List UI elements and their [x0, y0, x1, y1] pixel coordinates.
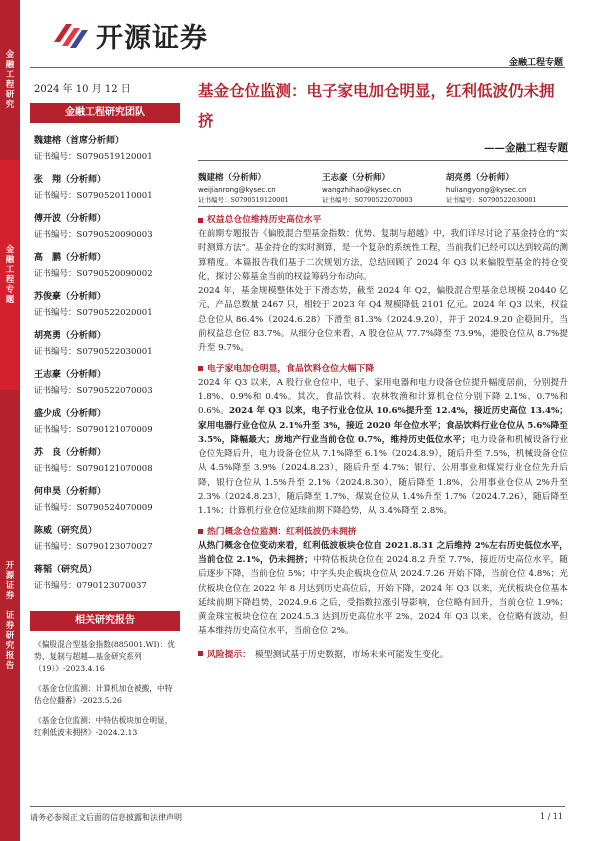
author-email[interactable]: wangzhihao@kysec.cn [321, 186, 402, 194]
side-banner-char: 融 [5, 60, 15, 70]
analyst-cert-number: 证书编号：S0790519120001 [34, 152, 153, 162]
bullet-square-icon [198, 366, 203, 371]
analyst-name: 王志豪（分析师） [34, 370, 107, 380]
logo-text: 开源证券 [96, 22, 208, 54]
analyst-cert-number: 证书编号：S0790121070009 [34, 425, 153, 435]
related-report-link[interactable]: 《偏股混合型基金指数(885001.WI)：优势、复制与超越—基金研究系列（19）》-2023.4.16 [34, 640, 175, 673]
side-banner-char: 金 [5, 245, 15, 255]
footer-divider [30, 806, 565, 807]
analyst-name: 苏 良（分析师） [34, 448, 107, 458]
author-cert-number: 证书编号：S0790522030001 [445, 196, 537, 204]
side-banner-char: 报 [5, 650, 15, 661]
analyst-name: 陈威（研究员） [34, 526, 98, 536]
left-column [30, 76, 180, 739]
analyst-name: 高 鹏（分析师） [34, 253, 107, 263]
title-divider [198, 160, 568, 161]
industry-highlight-text: 2024 年 Q3 以来，电子行业仓位从 10.6%提升至 12.4%，接近历史高位 13.4%；家用电器行业仓位从 2.1%升至 3%，接近 2020 年仓位水平；食品饮料行业仓位从 5.6%降至 3.5%，降幅最大；房地产行业当前仓位 0.7%，维持历史低位水平； [198, 406, 568, 445]
section-heading-total-position [198, 213, 568, 227]
analyst-name: 张 翔（分析师） [34, 175, 107, 185]
section-heading-text: 热门概念仓位监测：红利低波仍未拥挤 [207, 526, 357, 537]
company-logo [52, 18, 208, 52]
side-banner-char: 金 [5, 50, 15, 60]
bullet-square-icon [198, 529, 203, 534]
side-banner-char: 告 [5, 660, 15, 671]
paragraph-scale: 2024 年，基金规模整体处于下滑态势，截至 2024 年 Q2，偏股混合型基金总规模 20440 亿元，产品总数量 2467 只，相较于 2023 年 Q4 规模降低 2101 亿元。2024 年 Q3 以来，权益总仓位从 86.4%（2024.6.28）下滑至 81.3%（2024.9.20），并于 2024.9.20 企稳回升，当前权益总仓位 83.7%。从细分仓位来看，A 股仓位从 77.7%降至 73.9%，港股仓位从 8.7%提升至 9.7%。 [198, 286, 568, 354]
analyst-entry [34, 250, 180, 279]
analyst-cert-number: 证书编号：S0790520110001 [34, 191, 153, 201]
side-banner-char: 程 [5, 80, 15, 90]
side-banner-char: 研 [5, 90, 15, 100]
analyst-entry [34, 289, 180, 318]
analyst-cert-number: 证书编号：S0790522070003 [34, 386, 153, 396]
risk-text: 模型测试基于历史数据，市场未来可能发生变化。 [255, 649, 449, 660]
header-divider [30, 67, 565, 68]
author-entry [322, 171, 444, 204]
authors-row [198, 171, 568, 204]
analyst-cert-number: 证书编号：S0790520090002 [34, 269, 153, 279]
analyst-name: 何申昊（分析师） [34, 487, 107, 497]
analyst-cert-number: 证书编号：S0790524070009 [34, 503, 153, 513]
analyst-name: 魏建榕（首席分析师） [34, 136, 125, 146]
report-title: 基金仓位监测：电子家电加仓明显，红利低波仍未拥挤 [198, 81, 555, 130]
section-heading-concepts [198, 525, 568, 539]
bullet-square-icon [198, 651, 203, 656]
author-email[interactable]: weijianrong@kysec.cn [198, 186, 276, 194]
analyst-cert-number: 证书编号：S0790522020001 [34, 308, 153, 318]
analyst-entry [34, 172, 180, 201]
author-cert-number: 证书编号：S0790522070003 [321, 196, 413, 204]
analyst-cert-number: 证书编号：0790123070037 [34, 581, 147, 591]
analyst-entry [34, 523, 180, 552]
side-banner-char: 证 [5, 580, 15, 591]
analyst-entry [34, 211, 180, 240]
analyst-cert-number: 证书编号：S0790520090003 [34, 230, 153, 240]
analyst-entry [34, 328, 180, 357]
risk-warning [198, 647, 568, 660]
side-banner-char: 券 [5, 620, 15, 631]
side-banner-char: 工 [5, 265, 15, 275]
analyst-name: 胡亮勇（分析师） [34, 331, 107, 341]
side-banner-char: 题 [5, 295, 15, 305]
side-banner-char: 研 [5, 630, 15, 641]
side-banner-segment-topic [0, 160, 20, 390]
analyst-name: 蒋韬（研究员） [34, 565, 98, 575]
side-banner-char: 工 [5, 70, 15, 80]
analyst-name: 傅开波（分析师） [34, 214, 107, 224]
main-column [198, 76, 568, 660]
report-subtitle: ——金融工程专题 [484, 142, 568, 154]
paragraph-concepts [198, 539, 568, 639]
logo-mark-icon [52, 20, 90, 50]
side-banner-char: 融 [5, 255, 15, 265]
paragraph-method: 在前期专题报告《偏股混合型基金指数：优势、复制与超越》中，我们详尽讨论了基金持仓的“实时测算方法”。基金持仓的实时测算，是一个复杂的系统性工程，当前我们已经可以达到较高的测算精度。本篇报告我们基于二次规划方法，总结回顾了 2024 年 Q3 以来偏股型基金的持仓变化，探讨公募基金当前的权益筹码分布动向。 [198, 229, 568, 282]
author-email[interactable]: huliangyong@kysec.cn [445, 186, 527, 194]
authors-divider [198, 206, 568, 207]
side-banner-char: 专 [5, 285, 15, 295]
author-entry [446, 171, 568, 204]
author-cert-number: 证书编号：S0790519120001 [198, 196, 289, 204]
report-date: 2024 年 10 月 12 日 [34, 84, 131, 95]
author-name: 胡亮勇（分析师） [445, 173, 514, 183]
footer-disclaimer: 请务必参阅正文后面的信息披露和法律声明 [30, 813, 182, 822]
bullet-square-icon [198, 218, 203, 223]
related-reports-heading: 相关研究报告 [30, 611, 180, 631]
related-report-link[interactable]: 《基金仓位监测：计算机加仓被搬，中特估仓位翻番》-2023.5.26 [34, 684, 173, 705]
analyst-cert-number: 证书编号：S0790123070027 [34, 542, 153, 552]
analyst-cert-number: 证书编号：S0790522030001 [34, 347, 153, 357]
section-heading-industry [198, 362, 568, 376]
analyst-entry [34, 484, 180, 513]
side-banner-char: 程 [5, 275, 15, 285]
related-reports-list [30, 639, 180, 739]
author-entry [198, 171, 320, 204]
industry-detail-text: 电力设备和机械设备行业仓位先降后升，电力设备仓位从 7.1%降至 6.1%（2024.8.9），随后升至 7.5%，机械设备仓位从 4.5%降至 3.9%（2024.8.23），随后升至 4.7%；银行、公用事业和煤炭行业仓位先升后降，银行仓位从 1.5%升至 2.1%（2024.8.30），随后降至 1.8%，公用事业仓位从 2%升至 2.3%（2024.8.23），随后降至 1.7%，煤炭仓位从 1.4%升至 1.7%（2024.7.26），随后降至 1.1%；计算机行业仓位延续前期下降趋势，从 3.4%降至 2.8%。 [198, 434, 569, 517]
side-banner-char: 源 [5, 570, 15, 581]
related-report-link[interactable]: 《基金仓位监测：中特估板块加仓明显，红利低波未拥挤》-2024.2.13 [34, 716, 173, 737]
author-name: 魏建榕（分析师） [198, 173, 267, 183]
side-banner-char: 券 [5, 590, 15, 601]
industry-summary-text: 2024 年 Q3 以来，A 股行业仓位中，电子、家用电器和电力设备仓位提升幅度居前，分别提升 1.8%、0.9%和 0.4%。其次，食品饮料、农林牧渔和计算机仓位分别下降 2.1%、0.7%和 0.6%。 [198, 377, 568, 417]
side-banner-char: 证 [5, 610, 15, 621]
concepts-highlight-text: 从热门概念仓位变动来看，红利低波板块仓位自 2021.8.31 之后维持 2%左右历史低位水平，当前仓位 2.1%，仍未拥挤； [198, 540, 568, 565]
analyst-entry [34, 133, 180, 162]
side-banner-segment-research [0, 0, 20, 160]
side-banner-char: 究 [5, 640, 15, 651]
page-number: 1 / 11 [539, 812, 563, 821]
analyst-entry [34, 562, 180, 591]
analyst-entry [34, 367, 180, 396]
concepts-detail-text: 中特估板块仓位在 2024.8.2 升至 7.7%，接近历史高位水平，随后逐步下降，当前仓位 5%；中字头央企板块仓位从 2024.7.26 开始下降，当前仓位 4.8%；光伏板块仓位在 2022 年 8 月达到历史高位后，开始下降，2024 年 Q3 以来，光伏板块仓位基本延续前期下降趋势，2024.9.6 之后，受指数拉涨引导影响，仓位略有回升，当前仓位 1.9%；黄金珠宝板块仓位在 2024.5.3 达到历史高位水平 2%，2024 年 Q3 以来，仓位略有波动，但基本维持历史高位水平，当前仓位 2%。 [198, 554, 568, 637]
risk-label: 风险提示： [207, 649, 251, 660]
side-banner-char: 开 [5, 560, 15, 571]
section-heading-text: 权益总仓位维持历史高位水平 [207, 215, 322, 225]
header-report-type: 金融工程专题 [508, 58, 563, 68]
paragraph-industry [198, 376, 568, 519]
author-name: 王志豪（分析师） [321, 173, 390, 183]
side-banner-char: 究 [5, 100, 15, 110]
analyst-entry [34, 406, 180, 435]
analyst-name: 苏俊豪（分析师） [34, 292, 107, 302]
analyst-list [30, 133, 180, 591]
analyst-cert-number: 证书编号：S0790121070008 [34, 464, 153, 474]
side-banner-segment-brand [0, 390, 20, 841]
side-banner [0, 0, 20, 841]
team-heading: 金融工程研究团队 [30, 103, 180, 123]
section-heading-text: 电子家电加仓明显，食品饮料仓位大幅下降 [207, 363, 375, 374]
analyst-name: 盛少成（分析师） [34, 409, 107, 419]
analyst-entry [34, 445, 180, 474]
